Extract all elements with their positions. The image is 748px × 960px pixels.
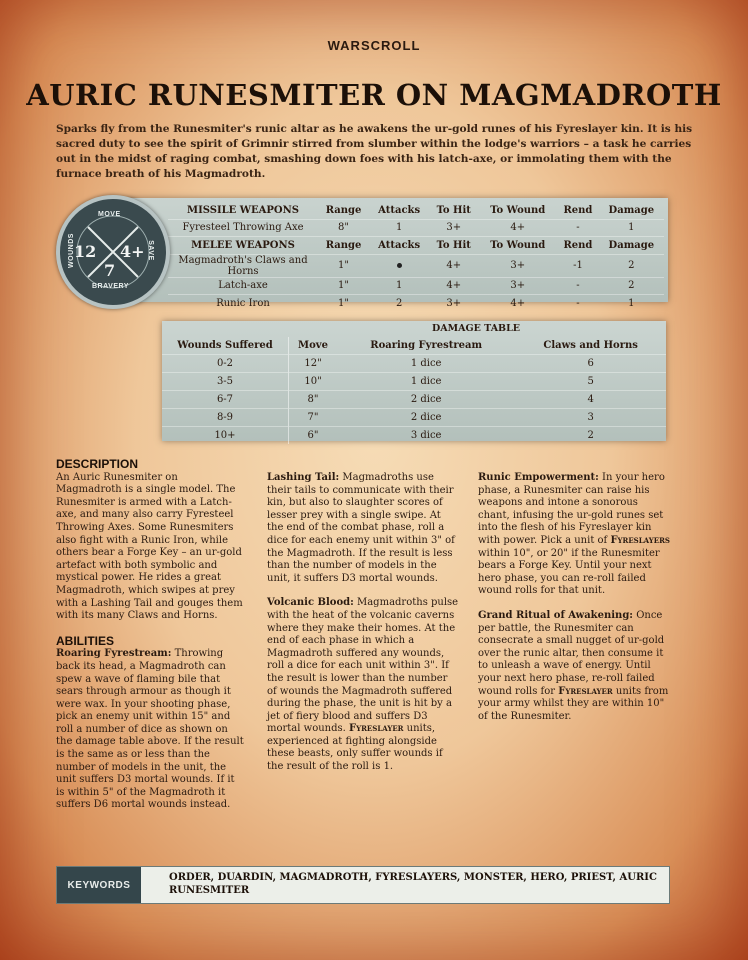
damage-table xyxy=(162,337,666,444)
ability-roaring-fyrestream xyxy=(56,648,244,812)
column-middle xyxy=(267,472,459,786)
col-wounds-suffered: Wounds Suffered xyxy=(162,337,289,355)
col-range: Range xyxy=(318,237,369,255)
ability-text: within 10", or 20" if the Runesmiter bears a Forge Key. Until your next hero phase, you can re-roll failed wound rolls for that unit. xyxy=(478,547,660,597)
weapon-name: Runic Iron xyxy=(168,295,318,312)
ability-keyword: Fyreslayers xyxy=(610,534,670,546)
weapon-rend: - xyxy=(557,219,598,237)
move: 8" xyxy=(289,391,338,409)
weapon-range: 1" xyxy=(318,254,369,277)
claws-and-horns: 6 xyxy=(515,355,666,373)
save-value: 4+ xyxy=(120,242,145,261)
ability-volcanic-blood xyxy=(267,597,459,773)
ability-title: Roaring Fyrestream: xyxy=(56,648,172,660)
melee-weapons-label: MELEE WEAPONS xyxy=(168,237,318,255)
keywords-label: KEYWORDS xyxy=(57,867,141,903)
ability-title: Runic Empowerment: xyxy=(478,472,599,483)
weapon-rend: -1 xyxy=(557,254,598,277)
weapon-attacks: 1 xyxy=(369,219,429,237)
weapons-panel xyxy=(128,198,668,309)
description-heading: DESCRIPTION xyxy=(56,457,139,471)
col-attacks: Attacks xyxy=(378,204,421,216)
save-label: SAVE xyxy=(146,240,154,261)
wounds-label: WOUNDS xyxy=(67,233,75,268)
bravery-label: BRAVERY xyxy=(92,283,129,290)
column-left xyxy=(56,458,244,824)
damage-table-header xyxy=(162,337,666,355)
page-title: AURIC RUNESMITER ON MAGMADROTH xyxy=(26,78,722,112)
weapon-to-hit: 4+ xyxy=(429,277,478,295)
col-damage: Damage xyxy=(608,204,655,216)
melee-weapons-header xyxy=(168,237,664,255)
col-move: Move xyxy=(298,340,328,351)
roaring-fyrestream: 1 dice xyxy=(337,373,515,391)
description-text: An Auric Runesmiter on Magmadroth is a single model. The Runesmiter is armed with a Latch-axe, and many also carry Fyresteel Throwing Axes. Some Runesmiters also fight with a Runic Iron, while others bear a Forge Key – an ur-gold artefact with both symbolic and mystical power. He rides a great Magmadroth, which swipes at prey with a Lashing Tail and gouges them with its many Claws and Horns. xyxy=(56,471,243,622)
weapon-damage: 2 xyxy=(599,277,664,295)
weapon-range: 1" xyxy=(318,277,369,295)
ability-text: Throwing back its head, a Magmadroth can spew a wave of flaming bile that sears through armour as though it were wax. In your shooting phase, pick an enemy unit within 15" and roll a number of dice as shown on the damage table above. If the result is the same as or less than the number of models in the unit, the unit suffers D3 mortal wounds. If it is within 5" of the Magmadroth it suffers D6 mortal wounds instead. xyxy=(56,648,244,811)
wounds-suffered: 8-9 xyxy=(162,409,289,427)
claws-and-horns: 3 xyxy=(515,409,666,427)
missile-weapons-header xyxy=(168,202,664,219)
intro-text: Sparks fly from the Runesmiter's runic altar as he awakens the ur-gold runes of his Fyreslayer kin. It is his sacred duty to see the spirit of Grimnir stirred from slumber within the lodge's warriors – a task he carries out in the midst of raging combat, smashing down foes with his latch-axe, or immolating them with the furnace breath of his Magmadroth. xyxy=(56,123,693,180)
weapon-to-wound: 4+ xyxy=(478,219,557,237)
col-to-hit: To Hit xyxy=(436,204,471,216)
col-to-wound: To Wound xyxy=(490,204,546,216)
weapon-damage: 1 xyxy=(599,295,664,312)
roaring-fyrestream: 1 dice xyxy=(337,355,515,373)
weapon-name: Latch-axe xyxy=(168,277,318,295)
wounds-suffered: 0-2 xyxy=(162,355,289,373)
keywords-text: ORDER, DUARDIN, MAGMADROTH, FYRESLAYERS, MONSTER, HERO, PRIEST, AURIC RUNESMITER xyxy=(169,872,657,896)
col-claws-and-horns: Claws and Horns xyxy=(543,340,638,351)
weapon-attacks: 1 xyxy=(369,277,429,295)
col-range: Range xyxy=(325,204,362,216)
move: 10" xyxy=(289,373,338,391)
weapon-row-latch-axe xyxy=(168,277,664,295)
roaring-fyrestream: 3 dice xyxy=(337,427,515,445)
weapon-range: 8" xyxy=(318,219,369,237)
roaring-fyrestream: 2 dice xyxy=(337,391,515,409)
weapon-range: 1" xyxy=(318,295,369,312)
ability-title: Lashing Tail: xyxy=(267,472,340,483)
ability-text: In your hero phase, a Runesmiter can raise his weapons and intone a sonorous chant, infusing the ur-gold runes set into the flesh of his Fyreslayer kin with power. Pick a unit of xyxy=(478,472,665,546)
weapon-damage: 1 xyxy=(599,219,664,237)
weapon-attacks-damage-table-icon xyxy=(369,254,429,277)
col-damage: Damage xyxy=(599,237,664,255)
ability-keyword: Fyreslayer xyxy=(349,723,404,735)
wounds-suffered: 3-5 xyxy=(162,373,289,391)
ability-text: Magmadroths pulse with the heat of the volcanic caverns where they make their homes. At the end of each phase in which a Magmadroth suffered any wounds, roll a dice for each unit within 3". If the result is lower than the number of wounds the Magmadroth suffered during the phase, the unit is hit by a jet of fiery blood and suffers D3 mortal wounds. xyxy=(267,597,459,735)
weapon-rend: - xyxy=(557,295,598,312)
damage-row xyxy=(162,391,666,409)
weapon-to-hit: 3+ xyxy=(429,295,478,312)
weapon-damage: 2 xyxy=(599,254,664,277)
ability-text: units from your army whilst they are within 10" of the Runesmiter. xyxy=(478,685,669,722)
damage-table-panel xyxy=(162,321,666,441)
claws-and-horns: 4 xyxy=(515,391,666,409)
move-label: MOVE xyxy=(98,211,121,218)
claws-and-horns: 5 xyxy=(515,373,666,391)
claws-and-horns: 2 xyxy=(515,427,666,445)
damage-row xyxy=(162,373,666,391)
ability-keyword: Fyreslayer xyxy=(558,685,613,697)
weapon-rend: - xyxy=(557,277,598,295)
weapon-to-wound: 3+ xyxy=(478,277,557,295)
roaring-fyrestream: 2 dice xyxy=(337,409,515,427)
weapons-table xyxy=(168,202,664,312)
weapon-to-wound: 3+ xyxy=(478,254,557,277)
col-rend: Rend xyxy=(557,237,598,255)
ability-text: Once per battle, the Runesmiter can consecrate a small nugget of ur-gold over the runic altar, then consume it to unleash a wave of energy. Until your next hero phase, re-roll failed wound rolls for xyxy=(478,609,665,697)
weapon-attacks: 2 xyxy=(369,295,429,312)
col-to-hit: To Hit xyxy=(429,237,478,255)
missile-weapons-label: MISSILE WEAPONS xyxy=(187,204,299,216)
damage-row xyxy=(162,355,666,373)
damage-table-title: DAMAGE TABLE xyxy=(431,323,521,334)
bravery-value: 7 xyxy=(104,261,116,280)
weapon-to-wound: 4+ xyxy=(478,295,557,312)
weapon-row-runic-iron xyxy=(168,295,664,312)
weapon-row-fyresteel-throwing-axe xyxy=(168,219,664,237)
move: 12" xyxy=(289,355,338,373)
weapon-row-claws-and-horns xyxy=(168,254,664,277)
ability-grand-ritual xyxy=(478,610,670,723)
keywords-bar xyxy=(56,866,670,904)
ability-runic-empowerment xyxy=(478,472,670,598)
column-right xyxy=(478,472,670,735)
ability-title: Volcanic Blood: xyxy=(267,597,354,609)
abilities-heading: ABILITIES xyxy=(56,633,115,648)
damage-table-dot-icon xyxy=(397,263,402,268)
col-roaring-fyrestream: Roaring Fyrestream xyxy=(370,340,483,351)
stat-wheel xyxy=(56,195,170,309)
damage-row xyxy=(162,427,666,445)
ability-text: Magmadroths use their tails to communicate with their kin, but also to slaughter scores of lesser prey with a single swipe. At the end of the combat phase, roll a dice for each enemy unit within 3" of the Magmadroth. If the result is less than the number of models in the unit, it suffers D3 mortal wounds. xyxy=(267,472,455,584)
move: 7" xyxy=(289,409,338,427)
col-attacks: Attacks xyxy=(369,237,429,255)
weapon-to-hit: 3+ xyxy=(429,219,478,237)
weapon-to-hit: 4+ xyxy=(429,254,478,277)
ability-lashing-tail xyxy=(267,472,459,585)
ability-title: Grand Ritual of Awakening: xyxy=(478,609,633,621)
col-rend: Rend xyxy=(563,204,593,216)
move: 6" xyxy=(289,427,338,445)
wounds-value: 12 xyxy=(74,242,97,261)
warscroll-label: WARSCROLL xyxy=(327,38,421,53)
wounds-suffered: 10+ xyxy=(162,427,289,445)
weapon-name: Fyresteel Throwing Axe xyxy=(168,219,318,237)
weapon-name: Magmadroth's Claws and Horns xyxy=(168,254,318,277)
ability-text: units, experienced at fighting alongside these beasts, only suffer wounds if the result of the roll is 1. xyxy=(267,723,443,773)
wounds-suffered: 6-7 xyxy=(162,391,289,409)
col-to-wound: To Wound xyxy=(478,237,557,255)
damage-row xyxy=(162,409,666,427)
